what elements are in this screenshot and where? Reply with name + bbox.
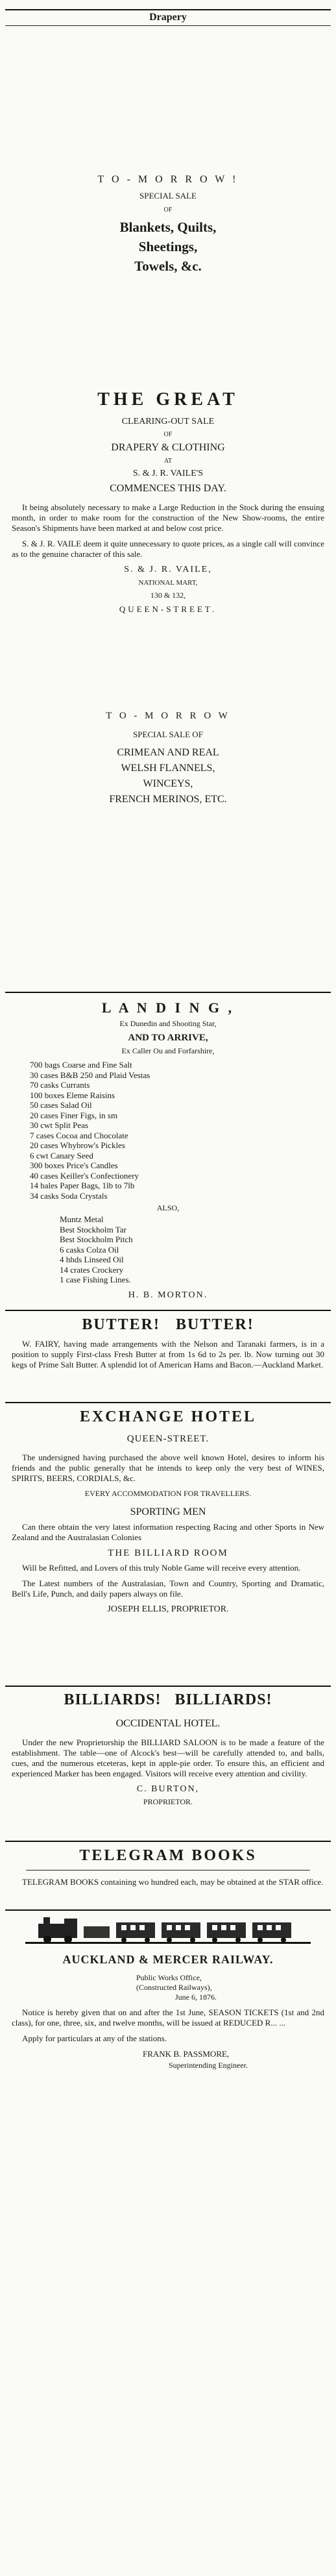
list-item: 20 cases Finer Figs, in sm xyxy=(30,1110,118,1120)
ad-headline: BILLIARDS! BILLIARDS! xyxy=(64,1691,272,1708)
ad-telegram-books xyxy=(0,1847,336,1893)
rule xyxy=(5,992,331,993)
list-item: 34 casks Soda Crystals xyxy=(30,1190,108,1201)
ad-tomorrow-blankets xyxy=(0,174,336,276)
list-item: 6 cwt Canary Seed xyxy=(30,1150,93,1160)
ad-paragraph: The Latest numbers of the Australasian, Town and Country, Sporting and Dramatic, Bell's Life, Punch, and daily papers always on file. xyxy=(12,1578,324,1599)
ad-great-clearing-sale xyxy=(0,389,336,615)
ad-paragraph: The undersigned having purchased the above well known Hotel, desires to inform his friends and the public generally that he intends to keep only the very best of WINES, SPIRITS, BEERS, CORDIALS, &c. xyxy=(12,1453,324,1483)
list-item: 70 casks Currants xyxy=(30,1080,90,1090)
ad-headline: EXCHANGE HOTEL xyxy=(79,1408,257,1425)
ad-subhead: QUEEN-STREET. xyxy=(126,1434,210,1444)
ad-body xyxy=(0,1563,336,1599)
divider xyxy=(0,1909,336,1911)
ad-subhead: THE BILLIARD ROOM xyxy=(108,1548,228,1558)
ad-subhead: AND TO ARRIVE, xyxy=(128,1033,208,1043)
ad-item: Sheetings, xyxy=(138,239,198,254)
ad-line: WELSH FLANNELS, xyxy=(121,763,215,774)
ad-signature: JOSEPH ELLIS, PROPRIETOR. xyxy=(107,1604,229,1614)
list-item: Best Stockholm Pitch xyxy=(60,1234,133,1244)
ad-headline: THE GREAT xyxy=(97,389,239,410)
ad-exchange-hotel xyxy=(0,1408,336,1615)
rule xyxy=(26,1870,310,1871)
ad-signature-title: PROPRIETOR. xyxy=(143,1797,193,1806)
ad-subhead: S. & J. R. VAILE'S xyxy=(132,469,204,478)
ad-body xyxy=(0,1522,336,1543)
ad-paragraph: Notice is hereby given that on and after the 1st June, SEASON TICKETS (1st and 2nd class), for one, three, six, and twelve months, will be issued at REDUCED R... ... xyxy=(12,2007,324,2028)
ad-subhead: SPECIAL SALE OF xyxy=(133,730,203,739)
rule xyxy=(5,1402,331,1403)
train-engraving xyxy=(25,1916,311,1949)
ad-address: QUEEN-STREET. xyxy=(119,604,217,614)
list-item: 30 cwt Split Peas xyxy=(30,1120,88,1130)
ad-body xyxy=(0,502,336,559)
ad-subhead: Ex Dunedin and Shooting Star, xyxy=(119,1019,217,1028)
ad-billiards xyxy=(0,1691,336,1807)
ad-subhead: SPECIAL SALE xyxy=(139,191,197,201)
list-item: 300 boxes Price's Candles xyxy=(30,1160,118,1170)
ad-headline: L A N D I N G , xyxy=(101,1000,235,1016)
ad-also: ALSO, xyxy=(156,1203,180,1212)
list-item: 40 cases Keiller's Confectionery xyxy=(30,1170,139,1181)
ad-office xyxy=(0,1973,336,2002)
cargo-list xyxy=(0,1060,336,1201)
list-item: 14 crates Crockery xyxy=(60,1264,124,1275)
ad-at: AT xyxy=(163,458,173,465)
ad-subhead: CLEARING-OUT SALE xyxy=(121,417,215,426)
list-item: 4 hhds Linseed Oil xyxy=(60,1255,124,1264)
ad-subhead: COMMENCES THIS DAY. xyxy=(110,483,226,494)
ad-subhead: DRAPERY & CLOTHING xyxy=(111,442,225,453)
ad-paragraph: Under the new Proprietorship the BILLIARD SALOON is to be made a feature of the establishment. The table—one of Alcock's best—will be carefully attended to, and balls, cues, and the numerous etceteras, kept in apple-pie order. To ensure this, an efficient and experienced Marker has been engaged. Visitors will receive every attention and civility. xyxy=(12,1737,324,1778)
ad-signature: S. & J. R. VAILE, xyxy=(124,565,212,574)
ad-headline: AUCKLAND & MERCER RAILWAY. xyxy=(62,1953,274,1966)
ad-railway xyxy=(0,1916,336,2070)
ad-signature: FRANK B. PASSMORE, xyxy=(143,2049,230,2059)
section-header xyxy=(0,0,336,26)
ad-headline: BUTTER! BUTTER! xyxy=(82,1316,254,1333)
ad-paragraph: Apply for particulars at any of the stations. xyxy=(22,2033,167,2043)
ad-landing xyxy=(0,1000,336,1301)
ad-subhead: OCCIDENTAL HOTEL. xyxy=(115,1718,221,1729)
ad-paragraph: S. & J. R. VAILE deem it quite unnecessary to quote prices, as a single call will convince as to the genuine character of this sale. xyxy=(12,539,324,559)
ad-item: Blankets, Quilts, xyxy=(119,219,217,235)
list-item: Muntz Metal xyxy=(60,1214,104,1224)
rule xyxy=(5,25,331,26)
divider xyxy=(0,1402,336,1403)
ad-line: CRIMEAN AND REAL xyxy=(117,747,219,758)
rule xyxy=(5,1841,331,1842)
list-item: 20 cases Whybrow's Pickles xyxy=(30,1140,125,1150)
list-item: 14 bales Paper Bags, 1lb to 7lb xyxy=(30,1181,135,1190)
ad-paragraph: Can there obtain the very latest information respecting Racing and other Sports in New Zealand and the Australasian Colonies xyxy=(12,1522,324,1542)
cargo-list-2 xyxy=(0,1214,336,1285)
ad-paragraph: It being absolutely necessary to make a Large Reduction in the Stock during the ensuing month, in order to make room for the construction of the New Show-rooms, the entire Season's Shipments have been marked at and below cost price. xyxy=(12,502,324,533)
ad-subhead: EVERY ACCOMMODATION FOR TRAVELLERS. xyxy=(84,1489,252,1498)
list-item: 7 cases Cocoa and Chocolate xyxy=(30,1130,128,1140)
ad-line: WINCEYS, xyxy=(143,778,193,789)
list-item: 100 boxes Eleme Raisins xyxy=(30,1090,115,1100)
ad-address: NATIONAL MART, xyxy=(138,579,198,587)
ad-body xyxy=(0,1737,336,1779)
ad-subhead: SPORTING MEN xyxy=(130,1506,206,1517)
divider xyxy=(0,1686,336,1687)
ad-subhead: Ex Caller Ou and Forfarshire, xyxy=(121,1046,215,1055)
rule xyxy=(5,1909,331,1911)
ad-body xyxy=(0,1453,336,1484)
divider xyxy=(0,1310,336,1311)
list-item: 6 casks Colza Oil xyxy=(60,1244,119,1255)
ad-office-line: (Constructed Railways), xyxy=(136,1983,212,1992)
ad-body xyxy=(0,1339,336,1370)
ad-headline: TELEGRAM BOOKS xyxy=(79,1847,257,1864)
ad-line: FRENCH MERINOS, ETC. xyxy=(109,794,227,805)
ad-signature-title: Superintending Engineer. xyxy=(169,2061,248,2070)
list-item: Best Stockholm Tar xyxy=(60,1224,126,1234)
ad-body xyxy=(0,2007,336,2044)
list-item: 50 cases Salad Oil xyxy=(30,1100,92,1110)
ad-signature: C. BURTON, xyxy=(136,1784,200,1794)
ad-signature: H. B. MORTON. xyxy=(128,1290,208,1300)
divider xyxy=(0,992,336,993)
list-item: 30 cases B&B 250 and Plaid Vestas xyxy=(30,1070,150,1080)
ad-headline: T O - M O R R O W ! xyxy=(97,174,239,185)
ad-paragraph: W. FAIRY, having made arrangements with the Nelson and Taranaki farmers, is in a position to supply First-class Fresh Butter at from 1s 6d to 2s per. lb. Now turning out 30 kegs of Prime Salt Butter. A splendid lot of American Hams and Bacon.—Auckland Market. xyxy=(12,1339,324,1369)
list-item: 700 bags Coarse and Fine Salt xyxy=(30,1060,132,1070)
train-icon xyxy=(25,1916,311,1946)
ad-office-line: Public Works Office, xyxy=(136,1973,202,1982)
divider xyxy=(0,1841,336,1842)
ad-paragraph: TELEGRAM BOOKS containing wo hundred each, may be obtained at the STAR office. xyxy=(22,1877,324,1887)
ad-of: OF xyxy=(163,431,173,438)
ad-address: 130 & 132, xyxy=(150,591,186,600)
ad-butter xyxy=(0,1316,336,1375)
list-item: 1 case Fishing Lines. xyxy=(60,1275,131,1284)
rule xyxy=(5,9,331,10)
section-title: Drapery xyxy=(149,12,187,23)
ad-date: June 6, 1876. xyxy=(175,1993,217,2002)
rule xyxy=(5,1686,331,1687)
ad-paragraph: Will be Refitted, and Lovers of this truly Noble Game will receive every attention. xyxy=(22,1563,301,1573)
ad-tomorrow-flannels xyxy=(0,711,336,807)
rule xyxy=(5,1310,331,1311)
ad-headline: T O - M O R R O W xyxy=(106,711,230,721)
ad-item: Towels, &c. xyxy=(134,258,202,274)
ad-of: OF xyxy=(163,206,173,214)
ad-body xyxy=(0,1877,336,1887)
